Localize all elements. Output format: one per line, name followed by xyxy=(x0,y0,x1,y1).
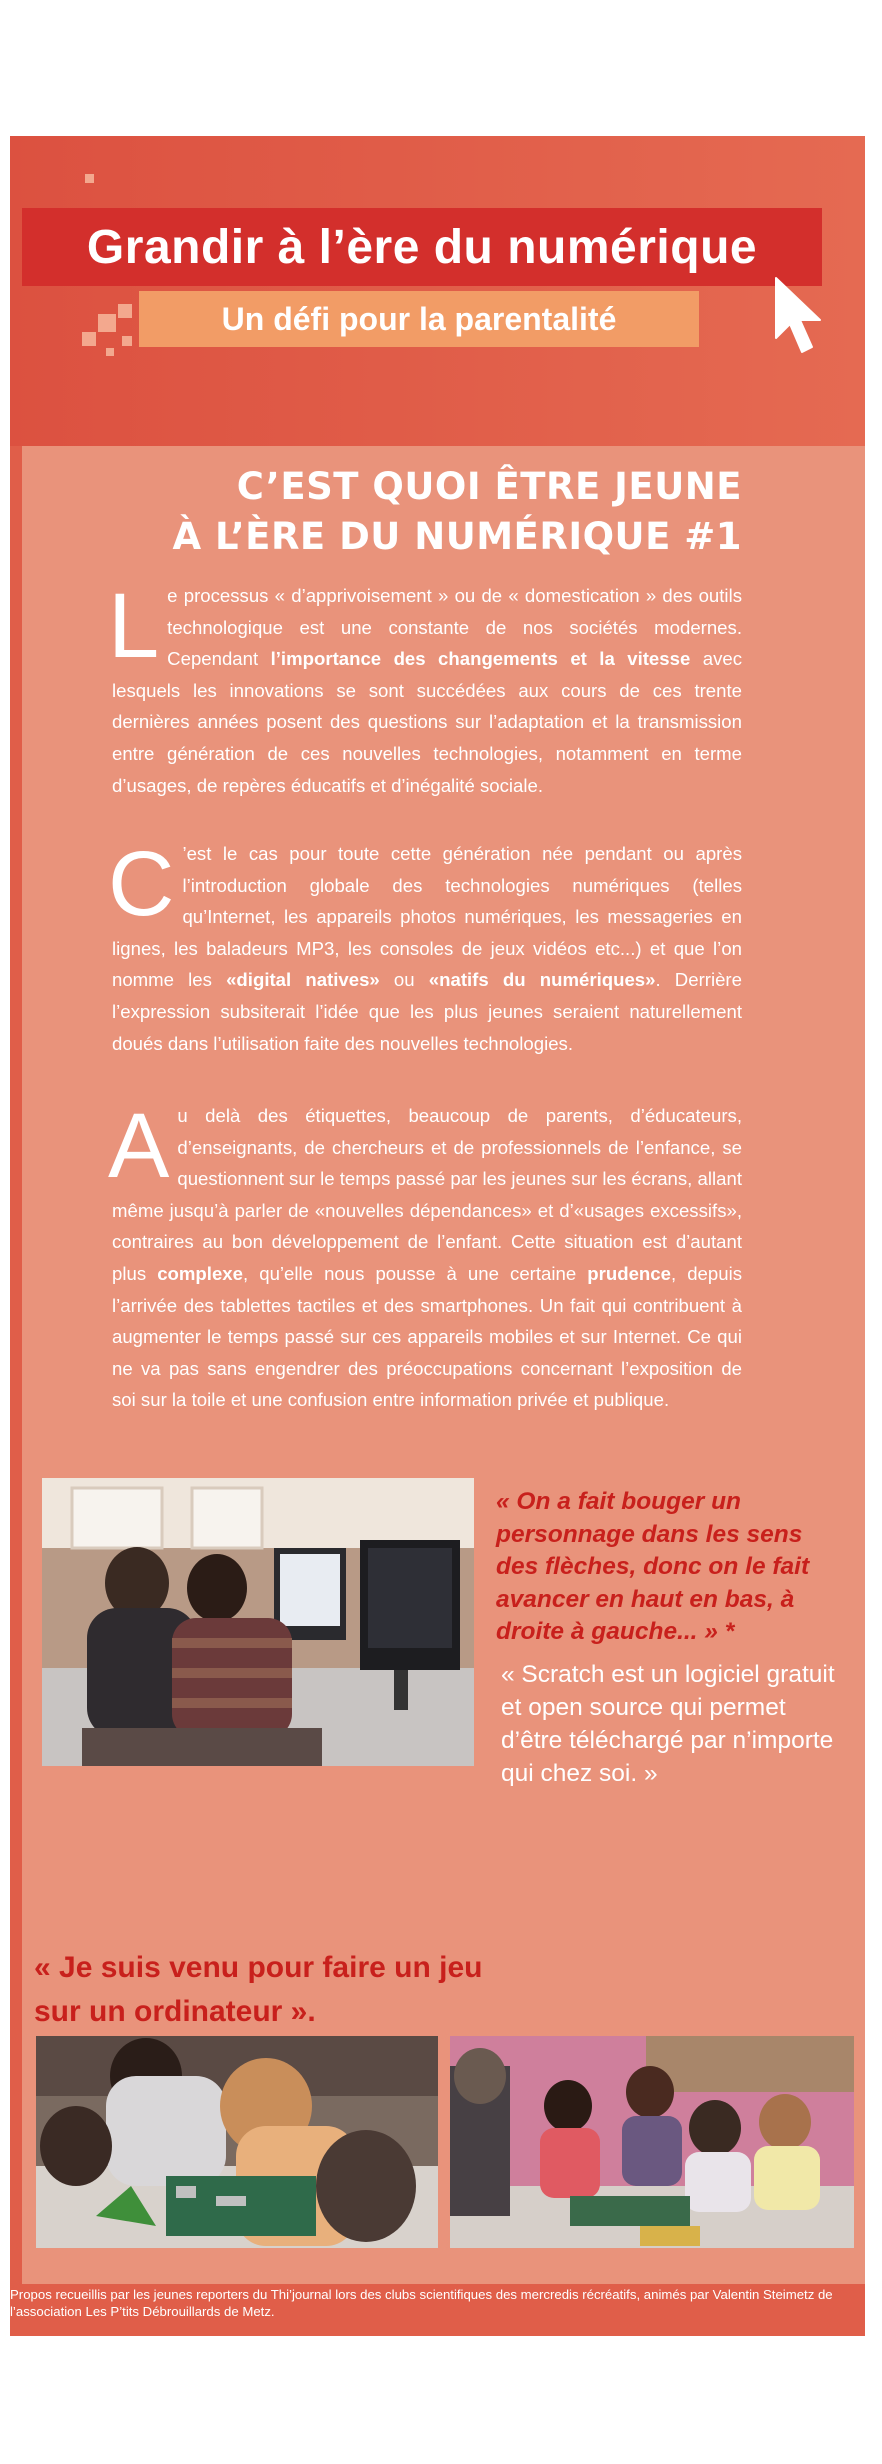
quote-right-scratch: « Scratch est un logiciel gratuit et open source qui permet d’être téléchargé par n’importe qui chez soi. » xyxy=(501,1661,835,1787)
bold-run: «natifs du numériques» xyxy=(428,969,656,991)
text-run: u delà des étiquettes, beaucoup de parents, d’éducateurs, d’enseignants, de chercheurs et de professionnels de l’enfance, se questionnent sur le temps passé par les jeunes sur les écrans, allant même jusqu’à parler de «nouvelles dépendances» et d’«usages excessifs», contraires au bon développement de l’enfant. Cette situation est d’autant plus xyxy=(112,1105,742,1284)
photo-children-electronics xyxy=(36,2036,438,2248)
cursor-arrow-icon xyxy=(772,274,828,358)
text-run: . Derrière l’expression subsiterait l’idée que les plus jeunes seraient naturellement doués dans l’utilisation faite des nouvelles technologies. xyxy=(112,969,742,1054)
title-banner xyxy=(22,208,822,286)
text-run: avec lesquels les innovations se sont succédées aux cours de ces trente dernières années posent des questions sur l’adaptation et la transmission entre génération de ces nouvelles technologies, notamment en terme d’usages, de repères éducatifs et d’inégalité sociale. xyxy=(112,648,742,796)
page-subtitle: Un défi pour la parentalité xyxy=(221,300,617,337)
dropcap: A xyxy=(108,1095,170,1197)
article-panel xyxy=(22,446,865,2284)
article-paragraph-1 xyxy=(108,575,742,801)
decor-square xyxy=(82,332,96,346)
photo-children-workshop xyxy=(450,2036,854,2248)
quote-right-italic: « On a fait bouger un personnage dans les sens des flèches, donc on le fait avancer en haut en bas, à droite à gauche... » * xyxy=(496,1488,810,1645)
photo-children-computers xyxy=(42,1478,474,1766)
bold-run: prudence xyxy=(587,1262,671,1284)
article-heading-line1: C’EST QUOI ÊTRE JEUNE xyxy=(236,465,742,508)
text-run: , qu’elle nous pousse à une certaine xyxy=(242,1262,588,1284)
dropcap: C xyxy=(108,833,175,935)
decor-square xyxy=(85,174,94,183)
poster xyxy=(10,136,865,2336)
text-run: , depuis l’arrivée des tablettes tactiles et des smartphones. Un fait qui contribuent à augmenter le temps passé sur ces appareils mobiles et sur Internet. Ce qui ne va pas sans engendrer des préoccupations concernant l’exposition de soi sur la toile et une confusion entre information privée et publique. xyxy=(112,1262,743,1411)
text-run: e processus « d’apprivoisement » ou de « domestication » des outils technologique est une constante de nos sociétés modernes. Cependant xyxy=(167,585,742,670)
text-run: ou xyxy=(379,969,429,991)
article-paragraph-3 xyxy=(108,1095,743,1416)
article-heading-line2: À L’ÈRE DU NUMÉRIQUE #1 xyxy=(172,515,742,558)
decor-square xyxy=(106,348,114,356)
decor-square xyxy=(122,336,132,346)
bold-run: l’importance des changements et la vitesse xyxy=(270,648,691,670)
subtitle-banner xyxy=(139,291,699,347)
decor-square xyxy=(118,304,132,318)
quote-left: « Je suis venu pour faire un jeu sur un ordinateur ». xyxy=(34,1951,483,2028)
bold-run: «digital natives» xyxy=(226,969,380,991)
bold-run: complexe xyxy=(157,1262,243,1284)
header-band xyxy=(10,136,865,446)
decor-square xyxy=(98,314,116,332)
article-heading xyxy=(172,462,742,562)
text-run: ’est le cas pour toute cette génération née pendant ou après l’introduction globale des technologies numériques (telles qu’Internet, les appareils photos numériques, les messageries en lignes, les baladeurs MP3, les consoles de jeux vidéos etc...) et que l’on nomme les xyxy=(112,843,742,991)
article-paragraph-2 xyxy=(108,833,742,1059)
page-title: Grandir à l’ère du numérique xyxy=(86,220,758,274)
footer-credit: Propos recueillis par les jeunes reporters du Thi’journal lors des clubs scientifiques des mercredis récréatifs, animés par Valentin Steimetz de l’association Les P’tits Débrouillards de Metz. xyxy=(10,2287,833,2319)
dropcap: L xyxy=(108,575,160,677)
